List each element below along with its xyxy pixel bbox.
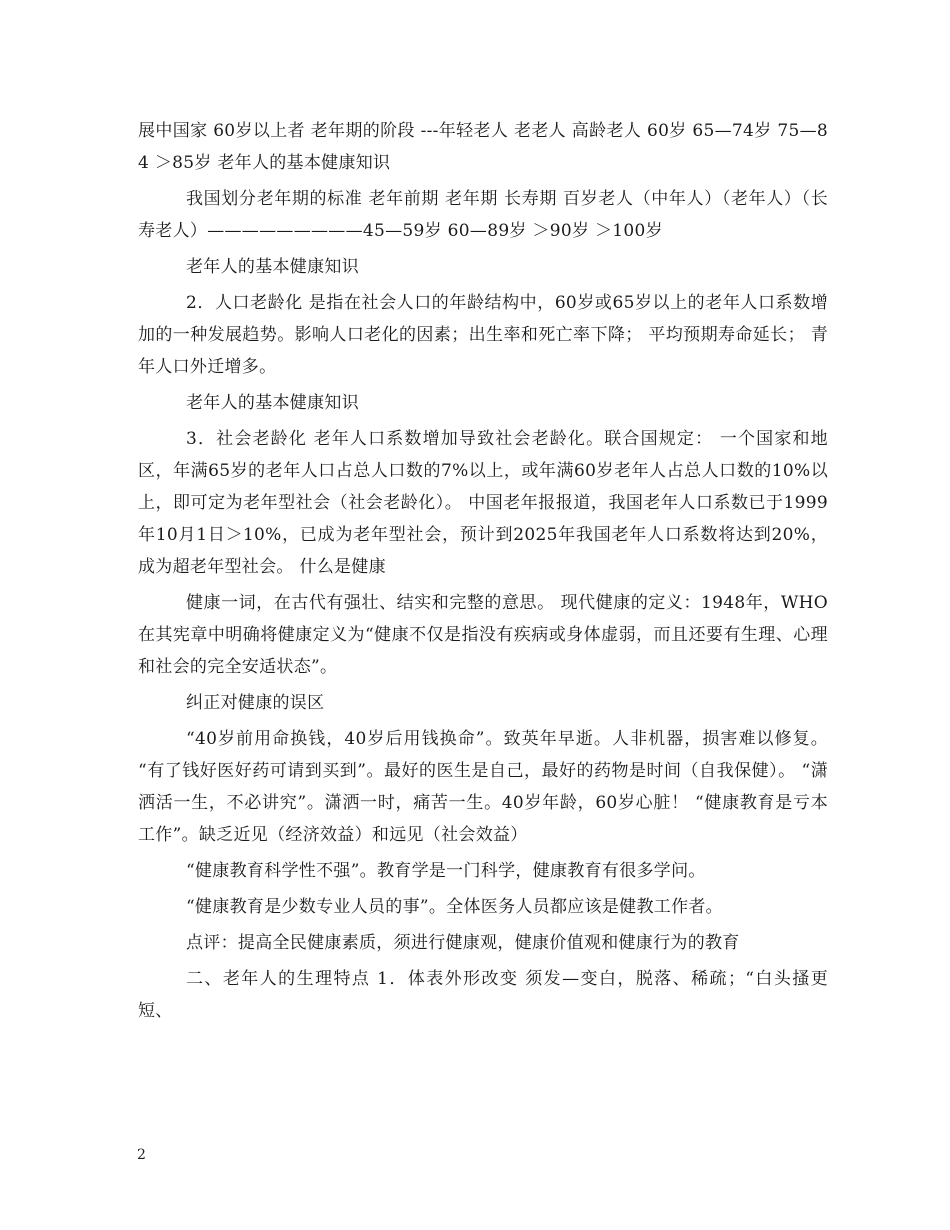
- paragraph-7: 健康一词，在古代有强壮、结实和完整的意思。 现代健康的定义：1948年，WHO在其宪章中明确将健康定义为“健康不仅是指没有疾病或身体虚弱，而且还要有生理、心理和社会的完全安适状态”。: [138, 593, 828, 677]
- paragraph-4: 2．人口老龄化 是指在社会人口的年龄结构中，60岁或65岁以上的老年人口系数增加的一种发展趋势。影响人口老化的因素；出生率和死亡率下降； 平均预期寿命延长； 青年人口外迁增多。: [138, 293, 828, 377]
- paragraph-2: 我国划分老年期的标准 老年前期 老年期 长寿期 百岁老人（中年人）（老年人）（长寿老人）—————————45—59岁 60—89岁 ＞90岁 ＞100岁: [138, 189, 828, 241]
- paragraph-1: 展中国家 60岁以上者 老年期的阶段 ---年轻老人 老老人 高龄老人 60岁 65—74岁 75—84 ＞85岁 老年人的基本健康知识: [138, 121, 828, 173]
- paragraph-9: “40岁前用命换钱，40岁后用钱换命”。致英年早逝。人非机器，损害难以修复。 “有了钱好医好药可请到买到”。最好的医生是自己，最好的药物是时间（自我保健）。 “潇洒活一生，不必讲究”。潇洒一时，痛苦一生。40岁年龄，60岁心脏！ “健康教育是亏本工作”。缺乏近见（经济效益）和远见（社会效益）: [138, 729, 828, 845]
- paragraph-6: 3．社会老龄化 老年人口系数增加导致社会老龄化。联合国规定： 一个国家和地区，年满65岁的老年人口占总人口数的7%以上，或年满60岁老年人占总人口数的10%以上，即可定为老年型社会（社会老龄化）。 中国老年报报道，我国老年人口系数已于1999年10月1日＞10%，已成为老年型社会，预计到2025年我国老年人口系数将达到20%，成为超老年型社会。 什么是健康: [138, 429, 828, 577]
- document-body: [138, 115, 828, 1031]
- paragraph-11: “健康教育是少数专业人员的事”。全体医务人员都应该是健教工作者。: [186, 897, 723, 917]
- paragraph-3: 老年人的基本健康知识: [186, 257, 359, 277]
- paragraph-10: “健康教育科学性不强”。教育学是一门科学，健康教育有很多学问。: [186, 861, 706, 881]
- paragraph-12: 点评：提高全民健康素质，须进行健康观，健康价值观和健康行为的教育: [186, 933, 740, 953]
- paragraph-13: 二、老年人的生理特点 1．体表外形改变 须发—变白，脱落、稀疏；“白头搔更 短、: [138, 969, 828, 1021]
- paragraph-8: 纠正对健康的误区: [186, 693, 325, 713]
- paragraph-5: 老年人的基本健康知识: [186, 393, 359, 413]
- page-number: 2: [137, 1147, 146, 1163]
